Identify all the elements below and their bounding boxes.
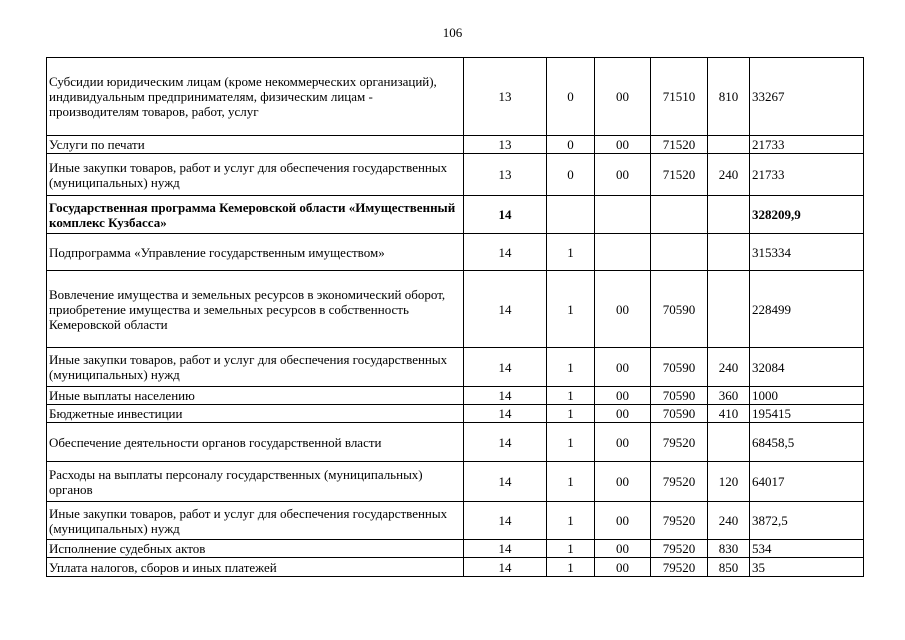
table-row [47, 405, 864, 423]
cell-expense-type: 850 [708, 558, 750, 577]
cell-expense-type: 120 [708, 462, 750, 502]
cell-expense-type: 410 [708, 405, 750, 423]
table-row [47, 558, 864, 577]
table-row [47, 423, 864, 462]
cell-section: 14 [464, 502, 547, 540]
cell-subsection: 1 [547, 540, 595, 558]
row-name: Бюджетные инвестиции [47, 405, 464, 423]
cell-expense-type: 240 [708, 502, 750, 540]
cell-section: 13 [464, 58, 547, 136]
budget-table [46, 57, 864, 577]
cell-subsection: 0 [547, 154, 595, 196]
cell-subsection: 1 [547, 405, 595, 423]
cell-amount: 1000 [750, 387, 864, 405]
cell-expense-type [708, 234, 750, 271]
cell-code-part: 00 [595, 502, 651, 540]
page-number: 106 [442, 25, 463, 40]
table-row [47, 154, 864, 196]
cell-expense-type: 810 [708, 58, 750, 136]
cell-subsection: 1 [547, 423, 595, 462]
cell-subsection: 0 [547, 136, 595, 154]
cell-subsection: 1 [547, 502, 595, 540]
cell-target-article: 70590 [651, 387, 708, 405]
cell-amount: 315334 [750, 234, 864, 271]
cell-code-part: 00 [595, 540, 651, 558]
cell-amount: 21733 [750, 136, 864, 154]
cell-target-article: 79520 [651, 540, 708, 558]
cell-code-part: 00 [595, 136, 651, 154]
cell-amount: 68458,5 [750, 423, 864, 462]
cell-section: 14 [464, 387, 547, 405]
row-name: Вовлечение имущества и земельных ресурсов в экономический оборот, приобретение имущества и земельных ресурсов в собственность Кемеровской области [47, 271, 464, 348]
row-name: Субсидии юридическим лицам (кроме некоммерческих организаций), индивидуальным предпринимателям, физическим лицам - производителям товаров, работ, услуг [47, 58, 464, 136]
cell-amount: 228499 [750, 271, 864, 348]
table-row [47, 348, 864, 387]
cell-code-part: 00 [595, 558, 651, 577]
cell-code-part: 00 [595, 154, 651, 196]
cell-amount: 21733 [750, 154, 864, 196]
cell-amount: 534 [750, 540, 864, 558]
table-row [47, 271, 864, 348]
cell-target-article: 70590 [651, 348, 708, 387]
row-name: Подпрограмма «Управление государственным имуществом» [47, 234, 464, 271]
cell-section: 14 [464, 348, 547, 387]
cell-code-part [595, 196, 651, 234]
cell-code-part: 00 [595, 423, 651, 462]
cell-expense-type [708, 196, 750, 234]
cell-subsection: 1 [547, 348, 595, 387]
cell-target-article: 79520 [651, 462, 708, 502]
cell-section: 14 [464, 558, 547, 577]
cell-subsection: 1 [547, 387, 595, 405]
cell-section: 14 [464, 540, 547, 558]
cell-code-part: 00 [595, 58, 651, 136]
table-row [47, 234, 864, 271]
cell-target-article [651, 196, 708, 234]
cell-target-article: 70590 [651, 271, 708, 348]
cell-subsection [547, 196, 595, 234]
cell-expense-type: 240 [708, 154, 750, 196]
cell-subsection: 1 [547, 462, 595, 502]
cell-target-article: 79520 [651, 502, 708, 540]
row-name: Уплата налогов, сборов и иных платежей [47, 558, 464, 577]
cell-section: 14 [464, 196, 547, 234]
row-name: Расходы на выплаты персоналу государственных (муниципальных) органов [47, 462, 464, 502]
row-name: Иные выплаты населению [47, 387, 464, 405]
cell-code-part: 00 [595, 462, 651, 502]
cell-amount: 328209,9 [750, 196, 864, 234]
cell-expense-type: 360 [708, 387, 750, 405]
table-row [47, 462, 864, 502]
cell-expense-type [708, 271, 750, 348]
row-name: Иные закупки товаров, работ и услуг для обеспечения государственных (муниципальных) нужд [47, 502, 464, 540]
cell-code-part: 00 [595, 387, 651, 405]
cell-section: 14 [464, 405, 547, 423]
cell-section: 14 [464, 462, 547, 502]
cell-target-article: 71510 [651, 58, 708, 136]
cell-code-part: 00 [595, 271, 651, 348]
cell-section: 13 [464, 154, 547, 196]
cell-target-article: 70590 [651, 405, 708, 423]
cell-expense-type: 830 [708, 540, 750, 558]
table-row [47, 136, 864, 154]
table-row [47, 502, 864, 540]
cell-expense-type [708, 136, 750, 154]
cell-amount: 3872,5 [750, 502, 864, 540]
cell-section: 14 [464, 234, 547, 271]
cell-expense-type [708, 423, 750, 462]
cell-target-article [651, 234, 708, 271]
cell-subsection: 1 [547, 271, 595, 348]
cell-code-part [595, 234, 651, 271]
row-name: Услуги по печати [47, 136, 464, 154]
cell-amount: 35 [750, 558, 864, 577]
cell-target-article: 71520 [651, 136, 708, 154]
cell-section: 14 [464, 423, 547, 462]
table-row [47, 387, 864, 405]
cell-section: 13 [464, 136, 547, 154]
cell-amount: 33267 [750, 58, 864, 136]
cell-amount: 64017 [750, 462, 864, 502]
row-name: Иные закупки товаров, работ и услуг для обеспечения государственных (муниципальных) нужд [47, 348, 464, 387]
row-name: Исполнение судебных актов [47, 540, 464, 558]
cell-section: 14 [464, 271, 547, 348]
cell-amount: 32084 [750, 348, 864, 387]
cell-subsection: 0 [547, 58, 595, 136]
cell-subsection: 1 [547, 234, 595, 271]
cell-target-article: 71520 [651, 154, 708, 196]
cell-target-article: 79520 [651, 423, 708, 462]
table-row [47, 196, 864, 234]
row-name: Государственная программа Кемеровской области «Имущественный комплекс Кузбасса» [47, 196, 464, 234]
cell-amount: 195415 [750, 405, 864, 423]
cell-subsection: 1 [547, 558, 595, 577]
cell-code-part: 00 [595, 348, 651, 387]
table-row [47, 58, 864, 136]
cell-target-article: 79520 [651, 558, 708, 577]
row-name: Обеспечение деятельности органов государственной власти [47, 423, 464, 462]
row-name: Иные закупки товаров, работ и услуг для обеспечения государственных (муниципальных) нужд [47, 154, 464, 196]
cell-expense-type: 240 [708, 348, 750, 387]
cell-code-part: 00 [595, 405, 651, 423]
table-row [47, 540, 864, 558]
